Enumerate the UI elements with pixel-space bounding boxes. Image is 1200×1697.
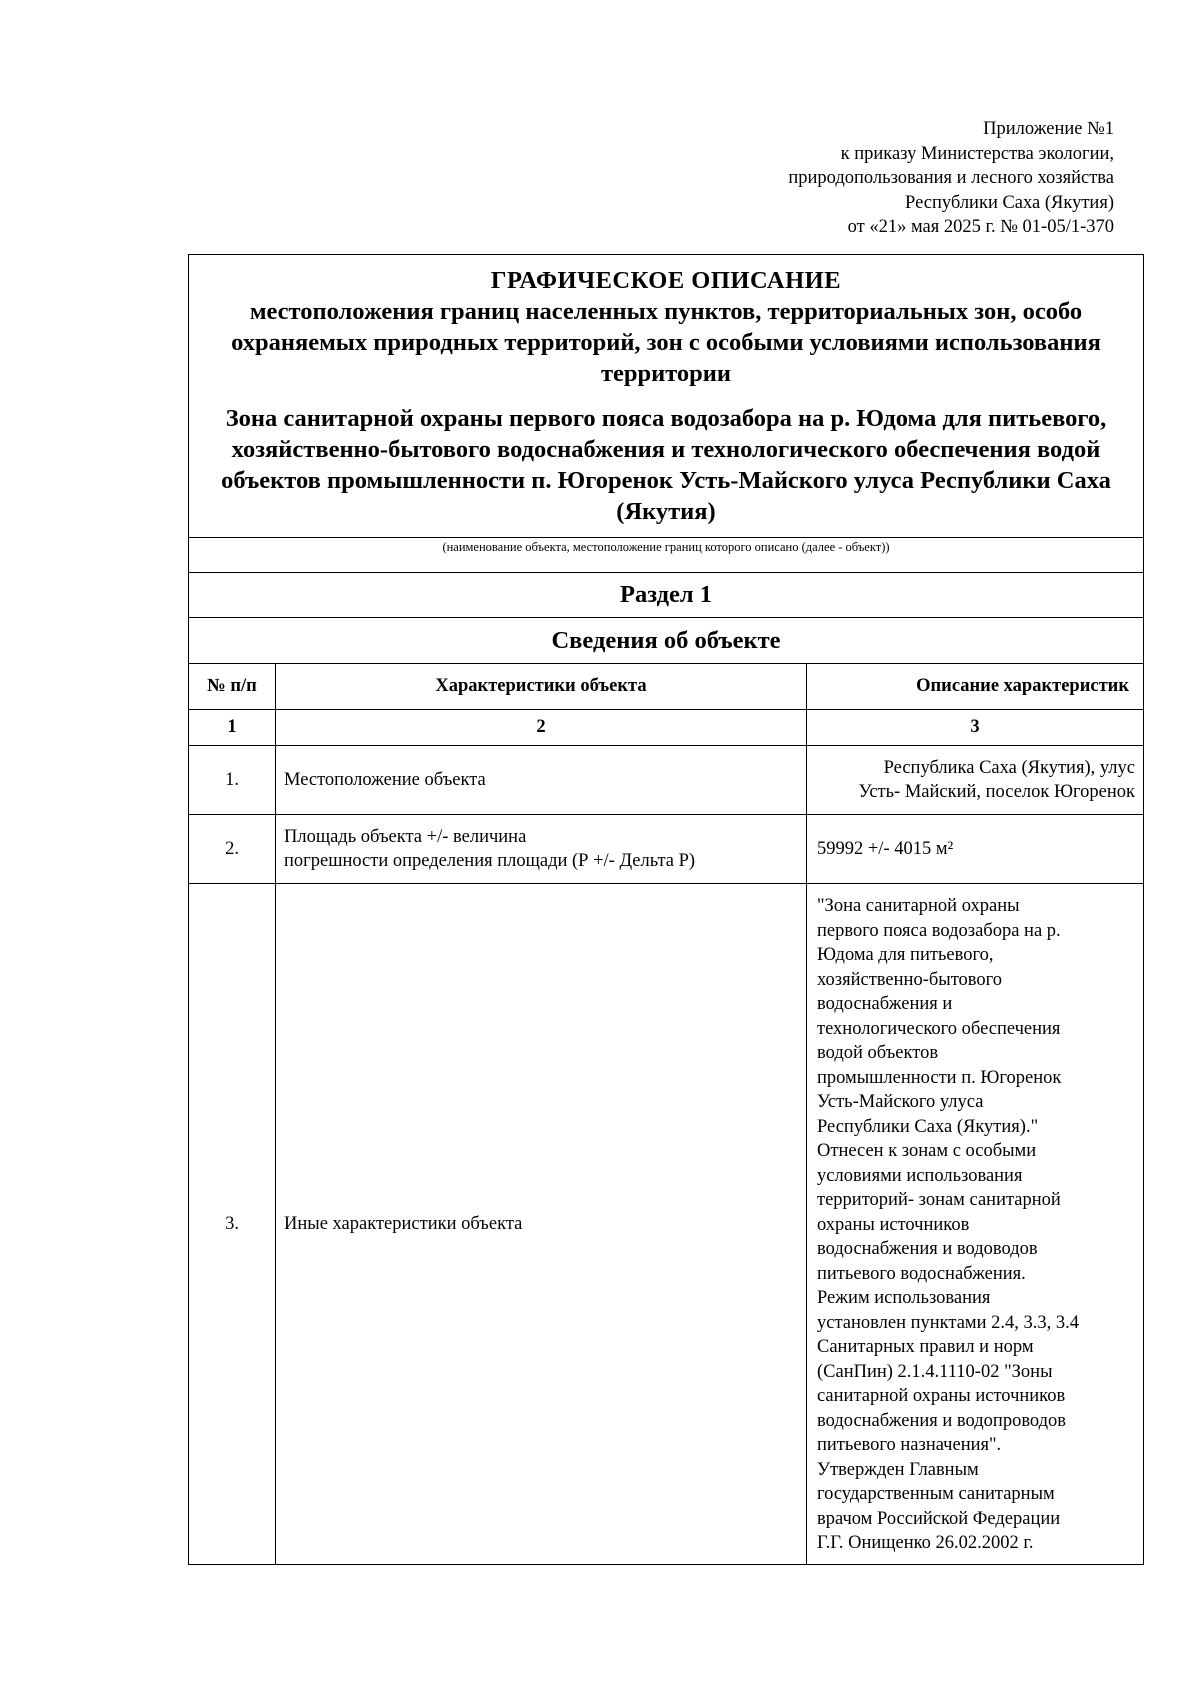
appendix-line: Приложение №1 xyxy=(983,119,1114,139)
column-number: 1 xyxy=(189,710,276,746)
row-description: Республика Саха (Якутия), улус Усть- Майский, поселок Югоренок xyxy=(807,746,1144,815)
appendix-line: Республики Саха (Якутия) xyxy=(905,192,1114,213)
row-number: 2. xyxy=(189,815,276,884)
row-number: 3. xyxy=(189,884,276,1565)
document-frame xyxy=(188,254,1144,1565)
row-description: "Зона санитарной охраны первого пояса водозабора на р. Юдома для питьевого, хозяйственно-бытового водоснабжения и технологического обеспечения водой объектов промышленности п. Югоренок Усть-Майского улуса Республики Саха (Якутия)." Отнесен к зонам с особыми условиями использования территорий- зонам санитарной охраны источников водоснабжения и водоводов питьевого водоснабжения. Режим использования установлен пунктами 2.4, 3.3, 3.4 Санитарных правил и норм (СанПин) 2.1.4.1110-02 "Зоны санитарной охраны источников водоснабжения и водопроводов питьевого назначения". Утвержден Главным государственным санитарным врачом Российской Федерации Г.Г. Онищенко 26.02.2002 г. xyxy=(807,884,1144,1565)
row-characteristic: Площадь объекта +/- величина погрешности определения площади (Р +/- Дельта Р) xyxy=(276,815,807,884)
table-row xyxy=(189,746,1143,815)
appendix-line: к приказу Министерства экологии, xyxy=(840,143,1114,164)
document-subtitle: местоположения границ населенных пунктов, территориальных зон, особо охраняемых природных территорий, зон с особыми условиями использования территории xyxy=(231,298,1101,387)
object-info-table xyxy=(189,664,1143,1564)
table-row xyxy=(189,884,1143,1565)
table-row xyxy=(189,815,1143,884)
header-block xyxy=(189,255,1143,537)
object-name: Зона санитарной охраны первого пояса водозабора на р. Юдома для питьевого, хозяйственно-бытового водоснабжения и технологического обеспечения водой объектов промышленности п. Югоренок Усть-Майского улуса Республики Саха (Якутия) xyxy=(221,405,1111,525)
table-column-numbers-row xyxy=(189,710,1143,746)
appendix-line: от «21» мая 2025 г. № 01-05/1-370 xyxy=(847,217,1114,237)
section-subtitle: Сведения об объекте xyxy=(189,618,1143,664)
row-characteristic: Иные характеристики объекта xyxy=(276,884,807,1565)
document-title: ГРАФИЧЕСКОЕ ОПИСАНИЕ xyxy=(490,267,842,294)
row-number: 1. xyxy=(189,746,276,815)
column-number: 2 xyxy=(276,710,807,746)
object-name-caption: (наименование объекта, местоположение границ которого описано (далее - объект)) xyxy=(189,537,1143,573)
row-characteristic: Местоположение объекта xyxy=(276,746,807,815)
appendix-block xyxy=(554,117,1114,240)
column-number: 3 xyxy=(807,710,1144,746)
column-header-description: Описание характеристик xyxy=(807,664,1144,710)
table-header-row xyxy=(189,664,1143,710)
section-title: Раздел 1 xyxy=(189,573,1143,618)
appendix-line: природопользования и лесного хозяйства xyxy=(788,168,1114,188)
row-description: 59992 +/- 4015 м² xyxy=(807,815,1144,884)
column-header-number: № п/п xyxy=(189,664,276,710)
column-header-characteristic: Характеристики объекта xyxy=(276,664,807,710)
